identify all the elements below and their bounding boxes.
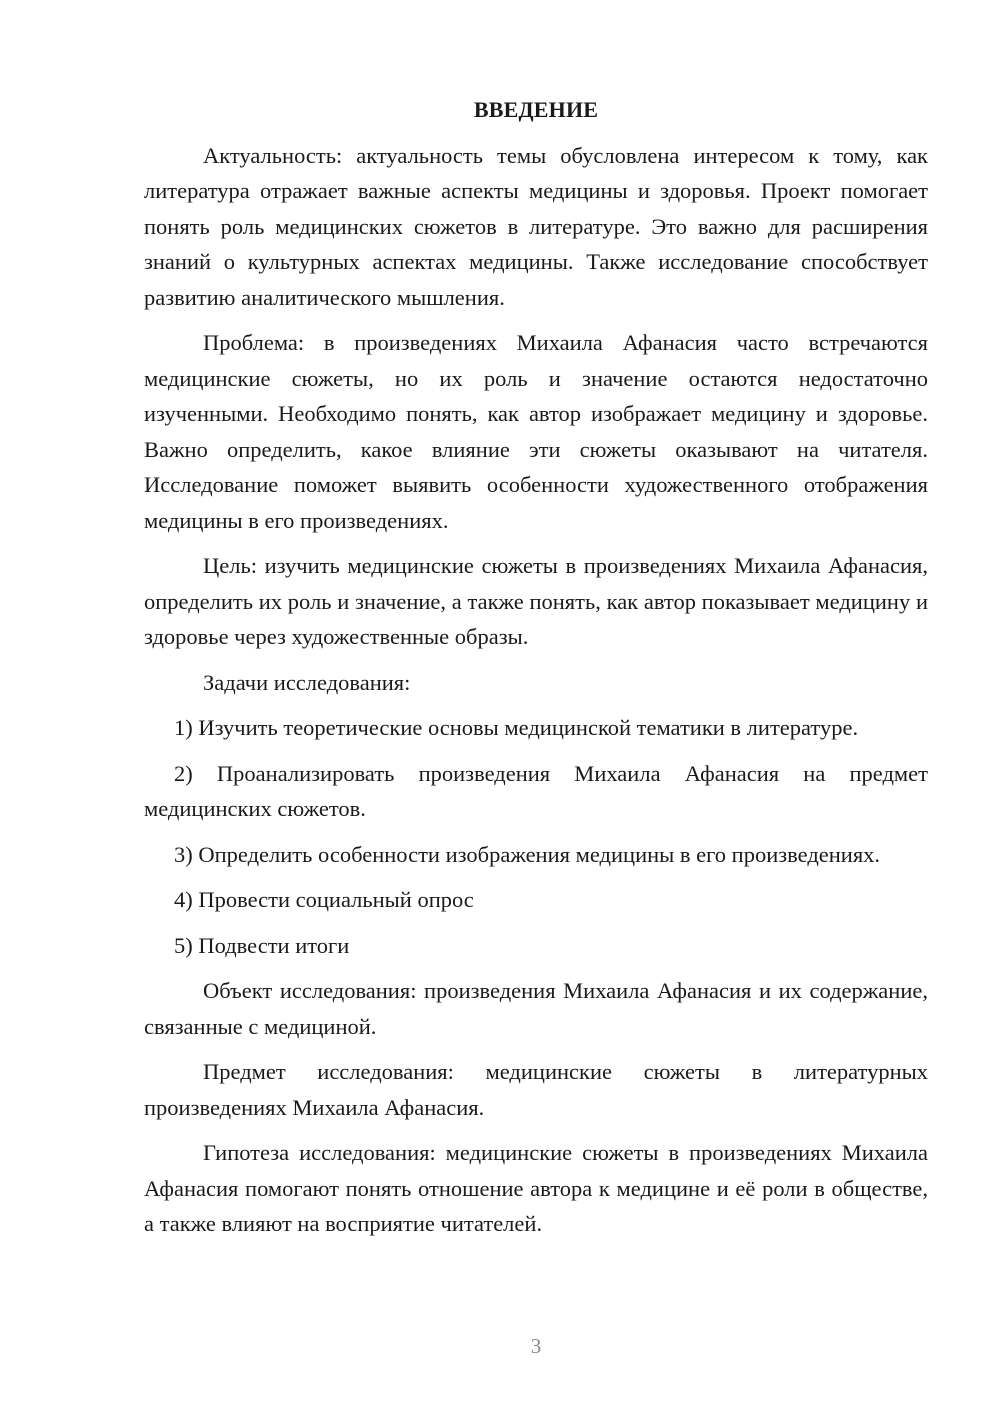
section-title: ВВЕДЕНИЕ bbox=[473, 97, 599, 122]
hypothesis-paragraph: Гипотеза исследования: медицинские сюжеты в произведениях Михаила Афанасия помогают понять отношение автора к медицине и её роли в обществе, а также влияют на восприятие читателей. bbox=[144, 1140, 928, 1236]
object-paragraph: Объект исследования: произведения Михаила Афанасия и их содержание, связанные с медициной. bbox=[144, 978, 928, 1039]
tasks-heading: Задачи исследования: bbox=[203, 669, 411, 695]
task-item-1: 1) Изучить теоретические основы медицинской тематики в литературе. bbox=[174, 715, 859, 740]
task-item-4: 4) Провести социальный опрос bbox=[174, 887, 474, 912]
problem-paragraph: Проблема: в произведениях Михаила Афанасия часто встречаются медицинские сюжеты, но их роль и значение остаются недостаточно изученными. Необходимо понять, как автор изображает медицину и здоровье. Важно определить, какое влияние эти сюжеты оказывают на читателя. Исследование поможет выявить особенности художественного отображения медицины в его произведениях. bbox=[144, 330, 928, 533]
page-number: 3 bbox=[530, 1334, 542, 1358]
relevance-paragraph: Актуальность: актуальность темы обусловлена интересом к тому, как литература отражает важные аспекты медицины и здоровья. Проект помогает понять роль медицинских сюжетов в литературе. Это важно для расширения знаний о культурных аспектах медицины. Также исследование способствует развитию аналитического мышления. bbox=[144, 142, 928, 310]
task-item-3: 3) Определить особенности изображения медицины в его произведениях. bbox=[174, 841, 881, 867]
goal-paragraph: Цель: изучить медицинские сюжеты в произведениях Михаила Афанасия, определить их роль и значение, а также понять, как автор показывает медицину и здоровье через художественные образы. bbox=[144, 553, 928, 649]
subject-paragraph: Предмет исследования: медицинские сюжеты в литературных произведениях Михаила Афанасия. bbox=[144, 1059, 928, 1120]
task-item-5: 5) Подвести итоги bbox=[174, 932, 350, 958]
task-item-2: 2) Проанализировать произведения Михаила Афанасия на предмет медицинских сюжетов. bbox=[144, 760, 928, 821]
page-content bbox=[144, 92, 928, 1252]
